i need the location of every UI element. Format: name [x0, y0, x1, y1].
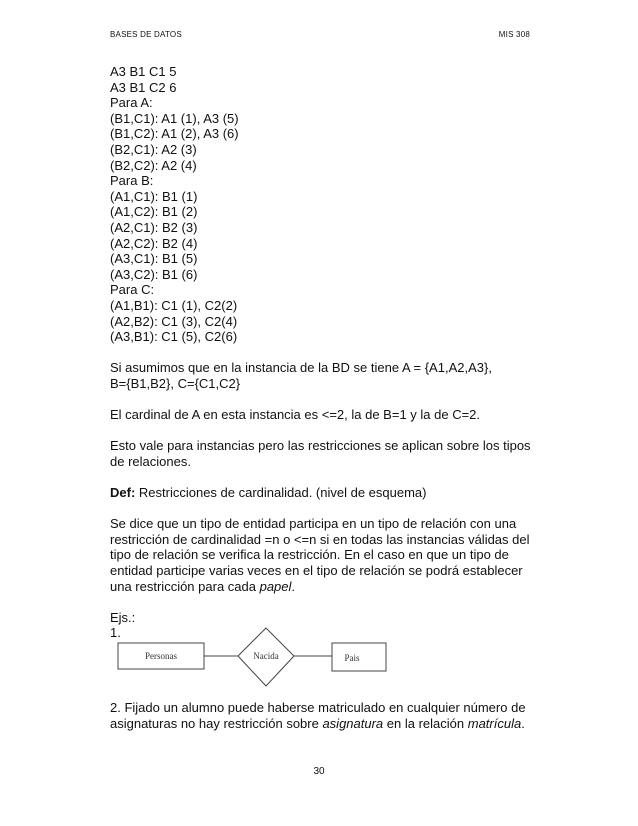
text-fragment: una restricción para cada: [110, 578, 260, 594]
paragraph-cardinal: [110, 407, 530, 423]
text-line: Para B:: [110, 173, 154, 189]
text-line: Esto vale para instancias pero las restricciones se aplican sobre los tipos: [110, 438, 531, 454]
text-fragment: en la relación: [383, 715, 468, 731]
emphasis-matricula: matrícula: [467, 715, 522, 731]
text-fragment: .: [521, 715, 525, 731]
text-line: [110, 579, 530, 595]
text-line: [110, 716, 530, 732]
text-fragment: .: [291, 578, 296, 594]
emphasis-papel: papel: [259, 578, 292, 594]
page-number: 30: [313, 766, 325, 777]
text-line: (A2,C1): B2 (3): [110, 219, 198, 235]
text-line: restricción de cardinalidad =n o <=n si en todas las instancias válidas del: [110, 531, 530, 547]
text-line: (A2,C2): B2 (4): [110, 235, 198, 251]
er-diagram: [108, 626, 528, 690]
paragraph-definition-body: [110, 516, 530, 594]
text-line: (B1,C1): A1 (1), A3 (5): [110, 110, 239, 126]
examples-label: Ejs.:: [110, 609, 136, 625]
tuple-list: [110, 64, 530, 345]
page-body: [110, 64, 530, 641]
example-number: 1.: [110, 625, 121, 641]
text-line: (A2,B2): C1 (3), C2(4): [110, 313, 238, 329]
text-line: (A1,B1): C1 (1), C2(2): [110, 297, 238, 313]
entity-pais-label: Pais: [344, 653, 360, 663]
text-line: de relaciones.: [110, 453, 191, 469]
definition-label: Def:: [110, 485, 136, 501]
relation-nacida-label: Nacida: [253, 651, 279, 661]
text-line: (B1,C2): A1 (2), A3 (6): [110, 126, 239, 142]
text-line: A3 B1 C1 5: [110, 64, 177, 79]
paragraph-instance: [110, 360, 530, 391]
definition-text: Restricciones de cardinalidad. (nivel de esquema): [135, 485, 427, 501]
paragraph-restrictions: [110, 438, 530, 469]
text-line: tipo de relación se verifica la restricción. En el caso en que un tipo de: [110, 547, 509, 563]
text-line: (A3,B1): C1 (5), C2(6): [110, 329, 238, 345]
entity-personas-label: Personas: [145, 651, 177, 661]
text-line: A3 B1 C2 6: [110, 79, 177, 95]
definition: [110, 485, 530, 501]
header-title: BASES DE DATOS: [110, 30, 182, 39]
text-line: (B2,C2): A2 (4): [110, 157, 197, 173]
text-line: Si asumimos que en la instancia de la BD se tiene A = {A1,A2,A3},: [110, 360, 492, 376]
text-line: entidad participe varias veces en el tipo de relación se podrá establecer: [110, 563, 523, 578]
text-line: (A3,C2): B1 (6): [110, 266, 198, 282]
text-line: (A3,C1): B1 (5): [110, 251, 198, 267]
header-course: MIS 308: [498, 30, 530, 39]
text-line: El cardinal de A en esta instancia es <=2, la de B=1 y la de C=2.: [110, 407, 481, 423]
text-line: (B2,C1): A2 (3): [110, 141, 197, 157]
text-line: Para A:: [110, 95, 153, 111]
text-line: [110, 485, 530, 501]
text-line: 2. Fijado un alumno puede haberse matriculado en cualquier número de: [110, 700, 526, 715]
text-line: B={B1,B2}, C={C1,C2}: [110, 375, 241, 391]
text-fragment: asignaturas no hay restricción sobre: [110, 715, 323, 731]
emphasis-asignatura: asignatura: [322, 715, 384, 731]
paragraph-example-2: [110, 700, 530, 731]
text-line: Para C:: [110, 282, 155, 298]
text-line: Se dice que un tipo de entidad participa en un tipo de relación con una: [110, 516, 517, 532]
text-line: (A1,C2): B1 (2): [110, 204, 198, 220]
text-line: (A1,C1): B1 (1): [110, 188, 198, 204]
